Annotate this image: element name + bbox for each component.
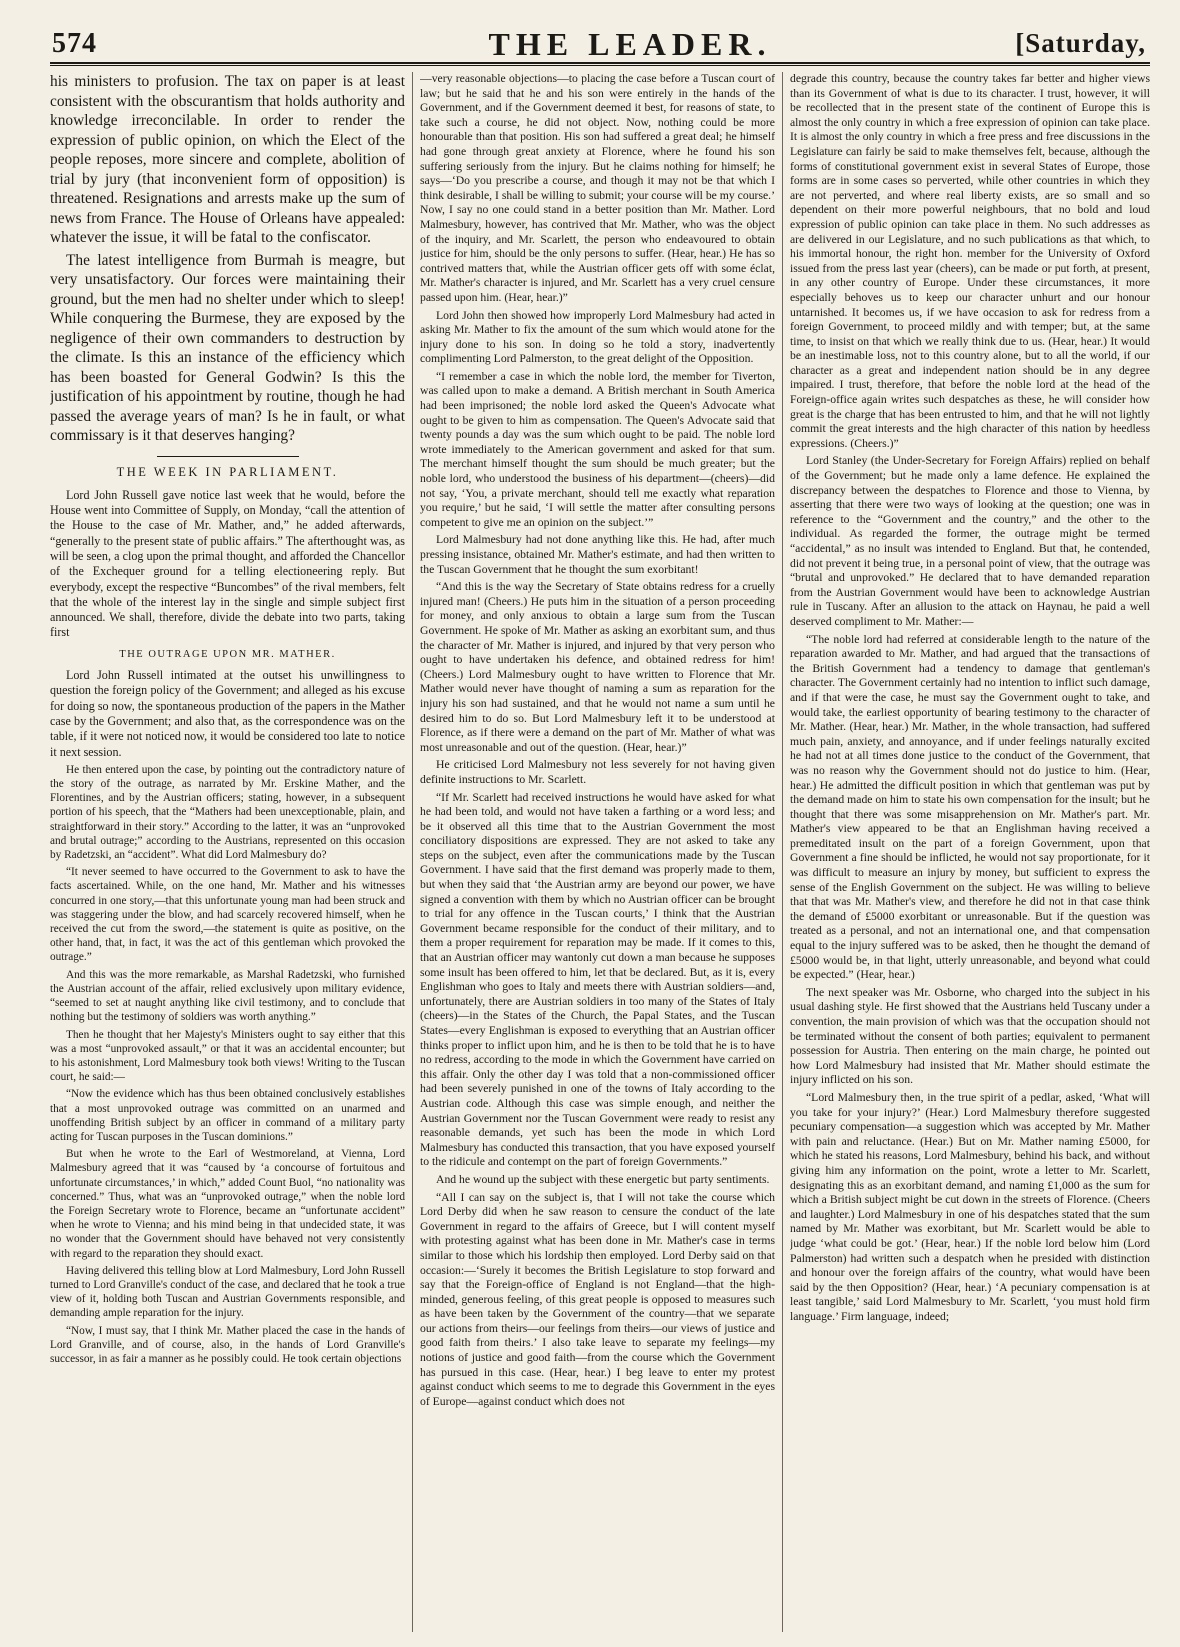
paragraph: But when he wrote to the Earl of Westmoreland, at Vienna, Lord Malmesbury agreed that it was “caused by ‘a concourse of fortuitous and unfortunate circumstances,’ in which,” added Count Buol, “no nationality was concerned.” Thus, what was an “unprovoked outrage,” when the noble lord the Foreign Secretary wrote to Florence, became an “unfortunate accident” when he wrote to Vienna; and his mind being in that undecided state, it was no wonder that the Government should have behaved not very consistently with regard to the reparation they should exact.: [50, 1148, 405, 1260]
quotation: “I remember a case in which the noble lord, the member for Tiverton, was called upon to make a demand. A British merchant in South America had been imprisoned; the noble lord asked the Queen's Advocate what ought to be given to him as compensation. The Queen's Advocate said that twenty pounds a day was the sum which ought to be paid. The noble lord wrote immediately to the American government and asked for that sum. The merchant himself thought the sum should be much greater; but the noble lord, who understood the business of his department—(cheers)—did not say, ‘You, a private merchant, should tell me exactly what reparation you require,’ but he said, ‘I will settle the matter after consulting persons competent to give me an opinion on the subject.’”: [420, 369, 775, 529]
paragraph: Lord John then showed how improperly Lord Malmesbury had acted in asking Mr. Mather to fix the amount of the sum which would atone for the injury done to his son. In doing so he told a story, inadvertently complimenting Lord Palmerston, to the great delight of the Opposition.: [420, 308, 775, 366]
paragraph: The next speaker was Mr. Osborne, who charged into the subject in his usual dashing style. He first showed that the Austrians held Tuscany under a convention, the main provision of which was that the occupation should not be terminated without the consent of both parties; equivalent to permanent possession for Austria. Then entering on the main charge, he pointed out how Lord Malmesbury had insisted that Mr. Mather should estimate the injury inflicted on his son.: [790, 985, 1150, 1087]
section-divider: [157, 456, 299, 457]
paragraph: He then entered upon the case, by pointing out the contradictory nature of the story of the outrage, as narrated by Mr. Erskine Mather, and the Florentines, and by the Austrian officers; stating, however, in a subsequent portion of his speech, that the “Mathers had been unexceptionable, plain, and straightforward in their story.” According to the latter, it was an “unprovoked and brutal outrage;” according to the Austrians, represented on this occasion by Radetzski, an “accident”. What did Lord Malmesbury do?: [50, 763, 405, 862]
section-title: THE WEEK IN PARLIAMENT.: [116, 464, 339, 479]
quotation: “The noble lord had referred at considerable length to the nature of the reparation awarded to Mr. Mather, and had argued that the transactions of the British Government had a tendency to damage that gentleman's character. The Government certainly had no intention to inflict such damage, and if that were the case, he must say the Government ought to take, and would take, the earliest opportunity of bearing testimony to the character of Mr. Mather. (Hear, hear.) Mr. Mather, in the whole transaction, had suffered much pain, anxiety, and annoyance, and if under feelings naturally excited he had not at all times done justice to the conduct of the Government, that was no reason why the Government should not do justice to him. (Hear, hear.) He admitted the difficult position in which that gentleman was put by the demand made on him to state his own compensation for the insult; but he thought that there was some misapprehension on Mr. Mather's part. Mr. Mather's view appeared to be that an Englishman having received a premeditated insult on the part of a foreign Government, upon that Government a fine should be inflicted, he would not say proportionate, for it was difficult to measure an injury by money, but sufficient to express the sense of the English Government on the subject. He was willing to believe that that was Mr. Mather's view, and therefore he did not in that case think the demand of £5000 exorbitant or unreasonable. But if the question was treated as a personal, and not an international one, and that compensation equal to the injury suffered was to be asked, then he thought the demand of £5000 would be, in that light, utterly unreasonable, and beyond what could be expected.” (Hear, hear.): [790, 632, 1150, 982]
intro-section: [50, 72, 405, 446]
column-divider: [412, 72, 413, 1632]
paragraph: And this was the more remarkable, as Marshal Radetzski, who furnished the Austrian account of the affair, relied exclusively upon military evidence, “seemed to set at naught anything like civil testimony, and to conclude that nothing but the testimony of soldiers was worth anything.”: [50, 968, 405, 1024]
quotation: “Lord Malmesbury then, in the true spirit of a pedlar, asked, ‘What will you take for your injury?’ (Hear.) Lord Malmesbury therefore suggested pecuniary compensation—a suggestion which was accepted by Mr. Mather with pain and reluctance. (Hear.) But on Mr. Mather naming £5000, for which he stated his reasons, Lord Malmesbury, behind his back, and without giving him any information on the point, wrote a letter to Mr. Scarlett, designating this as an exorbitant demand, and naming £1,000 as the sum for which a British subject might be cut down in the streets of Florence. (Cheers and laughter.) Lord Malmesbury in one of his despatches stated that the sum named by Mr. Mather was exorbitant, but Mr. Scarlett would be able to judge ‘what could be got.’ (Hear, hear.) If the noble lord below him (Lord Palmerston) had written such a despatch when he presided with distinction and honour over the foreign affairs of the country, what would have been said by the then Opposition? (Hear, hear.) ‘A pecuniary compensation is at least tangible,’ said Lord Malmesbury to Mr. Scarlett, ‘you must hold firm language.’ Firm language, indeed;: [790, 1090, 1150, 1323]
paragraph: Lord Malmesbury had not done anything like this. He had, after much pressing insistance, obtained Mr. Mather's estimate, and had then written to the Tuscan Government that he thought the sum exorbitant!: [420, 533, 775, 576]
quotation: “Now, I must say, that I think Mr. Mather placed the case in the hands of Lord Granville, and of course, also, in the hands of Lord Granville's successor, in as fair a manner as he possibly could. He took certain objections: [50, 1324, 405, 1365]
paragraph: Lord John Russell gave notice last week that he would, before the House went into Committee of Supply, on Monday, “call the attention of the House to the case of Mr. Mather, and,” he added afterwards, “generally to the present state of public affairs.” The afterthought was, as will be seen, a clog upon the primal thought, and afforded the Chancellor of the Exchequer ground for a telling electioneering reply. But everybody, except the respective “Buncombes” of the rival members, felt that the whole of the interest lay in the single and simple subject first announced. We shall, therefore, divide the debate into two parts, taking first: [50, 487, 405, 640]
quotation: “It never seemed to have occurred to the Government to ask to have the facts ascertained. While, on the one hand, Mr. Mather and his witnesses concurred in one story,—that this unfortunate young man had been struck and was staggering under the blow, and had scarcely recovered himself, when he received the cut from the sword,—the statement is quite as positive, on the other hand, that, in fact, it was the act of this gentleman which provoked the outrage.”: [50, 866, 405, 964]
paragraph: his ministers to profusion. The tax on paper is at least consistent with the obscurantism that holds authority and knowledge irreconcilable. In order to render the expression of public opinion, on which the Elect of the people reposes, more sincere and complete, abolition of trial by jury (that inconvenient form of opposition) is threatened. Resignations and arrests make up the sum of news from France. The House of Orleans have appealed: whatever the issue, it will be fatal to the confiscator.: [50, 73, 405, 246]
paragraph: The latest intelligence from Burmah is meagre, but very unsatisfactory. Our forces were maintaining their ground, but the men had no shelter under which to sleep! While conquering the Burmese, they are exposed by the negligence of their own commanders to destruction by the climate. Is this an instance of the efficiency which has been boasted for General Godwin? Is this the justification of his appointment by routine, though he had passed the average years of man? Is he in fault, or what commissary is it that deserves hanging?: [50, 251, 405, 444]
subsection-title: THE OUTRAGE UPON MR. MATHER.: [119, 648, 336, 660]
page-header: [50, 26, 1150, 76]
quotation: “All I can say on the subject is, that I will not take the course which Lord Derby did when he saw reason to censure the conduct of the late Government in regard to the affairs of Greece, but I will content myself with protesting against what has been done in Mr. Mather's case in terms similar to those which his lordship then employed. Lord Derby said on that occasion:—‘Surely it becomes the British Legislature to stop forward and say that the Foreign-office of England is not England—that the high-minded, generous feeling, of this great people is opposed to measures such as have been taken by the Government of the country—that we separate our actions from theirs—our feelings from theirs—our views of justice and good faith from theirs.’ I also take leave to separate my feelings—my notions of justice and good faith—from the course which the Government has pursued in this case. (Hear, hear.) I beg leave to enter my protest against conduct which seems to me to degrade this Government in the eyes of Europe—against conduct which does not: [420, 1190, 775, 1408]
quotation: —very reasonable objections—to placing the case before a Tuscan court of law; but he said that he and his son were entirely in the hands of the Government, and if the Government deemed it best, for reasons of state, to take such a course, he did not object. Now, nothing could be more honourable than that position. His son had suffered a great deal; he himself had gone through great anxiety at Florence, where he found his son suffering seriously from the injury. But he claims nothing for himself; he says—‘Do you prescribe a course, and though it may not be that which I think desirable, I shall be willing to submit; your course will be my course.’ Now, I say no one could stand in a better position than Mr. Mather. Lord Malmesbury, however, has contrived that Mr. Mather, who was the object of the inquiry, and Mr. Scarlett, the person who endeavoured to obtain justice for him, should be the only persons to suffer. (Hear, hear.) He has so contrived matters that, while the Austrian officer gets off with some éclat, Mr. Mather's character is injured, and Mr. Scarlett has a very cruel censure passed upon him. (Hear, hear.)”: [420, 72, 775, 304]
quotation: “If Mr. Scarlett had received instructions he would have asked for what he had been told, and would not have taken a farthing or a word less; and be it observed all this time that to the Austrian Government the most conciliatory dispositions are expressed. They are not asked to take any steps on the subject, even after the communications made by the Tuscan Government. I have said that the first demand was properly made to them, but when they said that ‘the Austrian army are beyond our power, we have signed a convention with them by which no Austrian officer can be brought to trial for any offence in the Tuscan courts,’ I think that the Austrian Government became responsible for the conduct of their military, and to them a proper requirement for reparation may be made. If it comes to this, that an Austrian officer may wantonly cut down a man because he supposes some insult has been offered to him, let that be declared. But, as it is, every Englishman who goes to Italy and meets there with Austrian soldiers—and, unfortunately, there are Austrian soldiers in too many of the States of Italy (cheers)—in the States of the Church, the Papal States, and the Tuscan States—every Englishman is exposed to everything that an Austrian officer thinks proper to inflict upon him, and he is then to be told that he is to have no redress, according to the mode in which the Government have carried on this affair. Only the other day I was told that a non-commissioned officer had been severely punished in one of the towns of Italy according to the Austrian code. Although this case was simple enough, and neither the Austrian Government nor the Tuscan Government were ready to resist any reasonable demands, yet such has been the mode in which Lord Malmesbury has conducted this transaction, that you have exposed yourself to the ridicule and contempt on the part of foreign Governments.”: [420, 790, 775, 1169]
quotation: “And this is the way the Secretary of State obtains redress for a cruelly injured man! (Cheers.) He puts him in the situation of a person proceeding for money, and only anxious to obtain a large sum from the Tuscan Government. He spoke of Mr. Mather as asking an exorbitant sum, and thus the character of Mr. Mather is injured, and injured by that very person who ought to have undertaken his defence, and obtained redress for him! (Cheers.) Lord Malmesbury ought to have written to Florence that Mr. Mather would never have thought of naming a sum as reparation for the injury his son had sustained, and that he would not name a sum until he desired him to do so. But Lord Malmesbury left it to be understood at Florence, as if there were a demand on the part of Mr. Mather of what was most unreasonable and out of the question. (Hear, hear.)”: [420, 580, 775, 754]
paragraph: Then he thought that her Majesty's Ministers ought to say either that this was a most “unprovoked assault,” or that it was an accidental encounter; but to his astonishment, Lord Malmesbury took both views! Writing to the Tuscan court, he said:—: [50, 1028, 405, 1084]
column-1: [50, 72, 405, 1632]
column-3: [790, 72, 1150, 1632]
column-divider: [782, 72, 783, 1632]
paragraph: Lord John Russell intimated at the outset his unwillingness to question the foreign policy of the Government; and alleged as his excuse for doing so now, the spontaneous production of the papers in the Mather case by the Government; and also that, as the correspondence was on the table, if it were not noticed now, it would be considered too late to notice it next session.: [50, 668, 405, 759]
header-rule: [50, 62, 1150, 66]
paragraph: He criticised Lord Malmesbury not less severely for not having given definite instructions to Mr. Scarlett.: [420, 758, 775, 786]
paragraph: And he wound up the subject with these energetic but party sentiments.: [436, 1172, 770, 1186]
column-2: [420, 72, 775, 1632]
paragraph: Lord Stanley (the Under-Secretary for Foreign Affairs) replied on behalf of the Government; but he made only a lame defence. He explained the discrepancy between the despatches to Florence and those to Vienna, by asserting that there were two ways of looking at the question; one was in reference to the “Government and the country,” and the other to the individual. As regarded the former, the outrage might be termed “accidental,” as no insult was intended to England. But that, he contended, did not prevent it being true, in a personal point of view, that the outrage was “brutal and unprovoked.” He declared that to have demanded reparation from the Austrian Government would have been to acknowledge Austrian rule in Tuscany. After an allusion to the attack on Haynau, he paid a well deserved compliment to Mr. Mather:—: [790, 454, 1150, 628]
page-number: 574: [52, 28, 97, 59]
quotation: “Now the evidence which has thus been obtained conclusively establishes that a most unprovoked outrage was committed on an unarmed and unoffending British subject by an officer in command of a military party acting for Tuscan purposes in the Tuscan dominions.”: [50, 1088, 405, 1143]
paragraph: Having delivered this telling blow at Lord Malmesbury, Lord John Russell turned to Lord Granville's conduct of the case, and declared that he took a true view of it, holding both Tuscan and Austrian Governments responsible, and demanding ample reparation for the injury.: [50, 1264, 405, 1320]
masthead: THE LEADER.: [488, 26, 772, 62]
dateline: [Saturday,: [1015, 28, 1146, 58]
quotation: degrade this country, because the country takes far better and higher views than its Government of what is due to its character. I trust, however, it will be recollected that in the present state of the continent of Europe this is almost the only country in which a free expression of opinion can take place. It is almost the only country in which a free press and free discussions in the Legislature can fairly be said to make themselves felt, because, although the forms of constitutional government exist in several States of Europe, those forms are in some cases so perverted, while other countries in which they are not perverted, and where real liberty exists, are so small and so dependent on their more powerful neighbours, that no bold and loud expression of public opinion can take place in them. No such addresses as are delivered in our Legislature, and no such publications as that which, to his immortal honour, the right hon. member for the University of Oxford issued from the press last year (cheers), can be made or put forth, at present, in any other country of Europe. Under these circumstances, it more especially behoves us to keep our character unhurt and our honour untarnished. It becomes us, if we have occasion to ask for redress from a foreign Government, to proceed mildly and with temper; but, at the same time, to insist on that which we really think due to us. (Hear, hear.) It would be an inestimable loss, not to this country alone, but to all the world, if our character as a great and independent nation should be in any degree impaired. I trust, therefore, that before the noble lord at the head of the Foreign-office again writes such despatches as these, he will consider how great is the charge that has been entrusted to him, and that he will not lightly commit the great interests and the high character of this nation by heedless expressions. (Cheers.)”: [790, 72, 1150, 450]
